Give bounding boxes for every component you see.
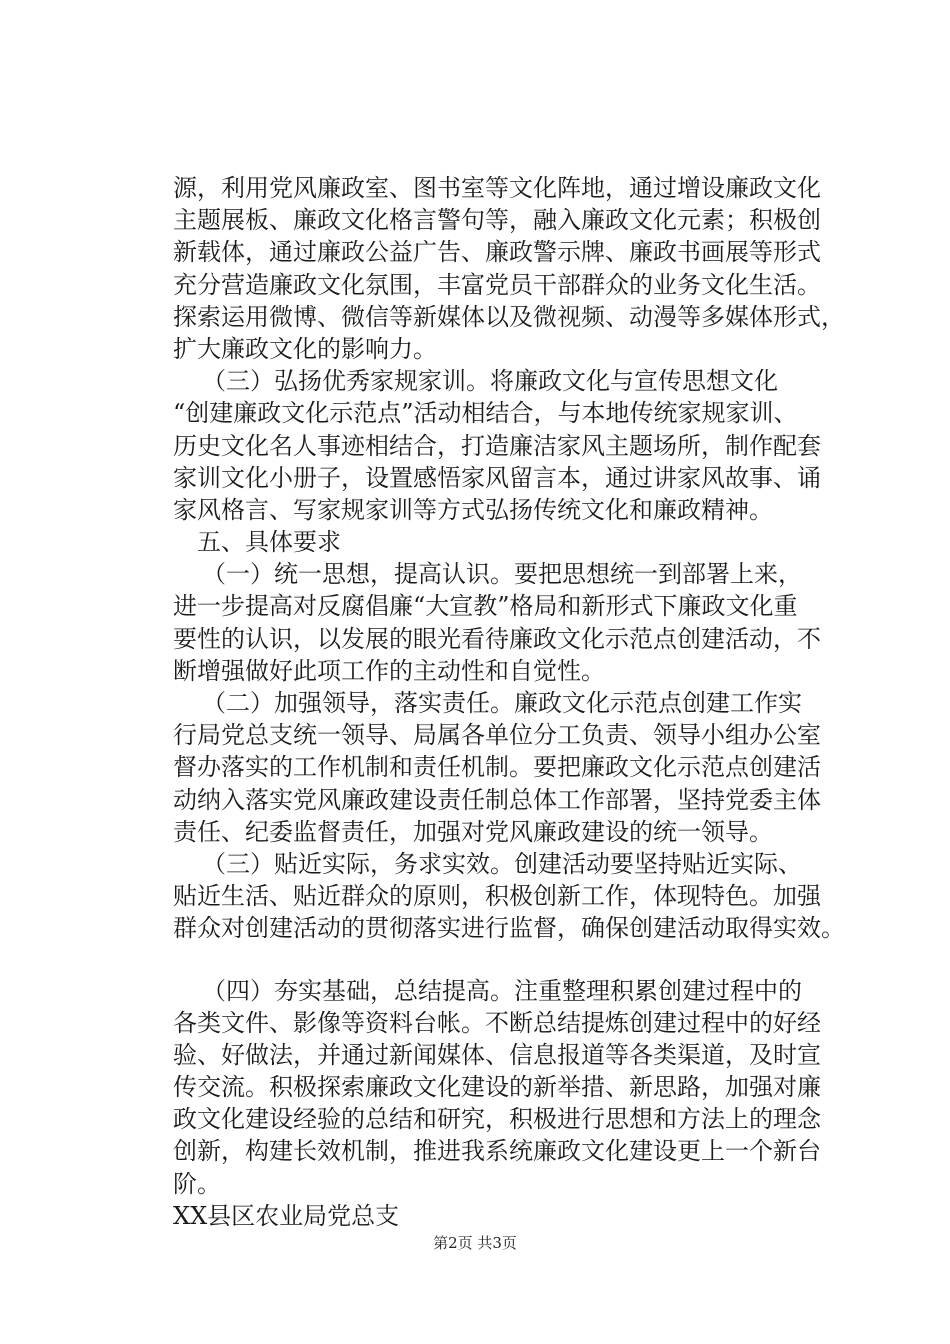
- section-heading: 五、具体要求: [197, 528, 341, 557]
- document-body: [173, 172, 853, 1232]
- text-line: 行局党总支统一领导、局属各单位分工负责、领导小组办公室: [173, 721, 821, 750]
- text-line: 新载体，通过廉政公益广告、廉政警示牌、廉政书画展等形式: [173, 238, 821, 267]
- text-line: “创建廉政文化示范点”活动相结合，与本地传统家规家训、: [173, 399, 798, 428]
- text-line: 政文化建设经验的总结和研究，积极进行思想和方法上的理念: [173, 1105, 821, 1134]
- text-line: 验、好做法，并通过新闻媒体、信息报道等各类渠道，及时宣: [173, 1040, 821, 1069]
- text-line: 主题展板、廉政文化格言警句等，融入廉政文化元素；积极创: [173, 206, 821, 235]
- text-line: 要性的认识，以发展的眼光看待廉政文化示范点创建活动，不: [173, 624, 821, 653]
- text-line: 家风格言、写家规家训等方式弘扬传统文化和廉政精神。: [173, 495, 773, 524]
- text-line: 阶。: [173, 1169, 221, 1198]
- text-line: 责任、纪委监督责任，加强对党风廉政建设的统一领导。: [173, 817, 773, 846]
- text-line: 创新，构建长效机制，推进我系统廉政文化建设更上一个新台: [173, 1137, 821, 1166]
- text-line: 家训文化小册子，设置感悟家风留言本，通过讲家风故事、诵: [173, 463, 821, 492]
- paragraph-start: （四）夯实基础，总结提高。注重整理积累创建过程中的: [202, 976, 802, 1005]
- signature-line: XX县区农业局党总支: [173, 1201, 400, 1230]
- text-line: 扩大廉政文化的影响力。: [173, 334, 437, 363]
- text-line: 各类文件、影像等资料台帐。不断总结提炼创建过程中的好经: [173, 1008, 821, 1037]
- paragraph-start: （一）统一思想，提高认识。要把思想统一到部署上来，: [202, 560, 802, 589]
- text-line: 督办落实的工作机制和责任机制。要把廉政文化示范点创建活: [173, 753, 821, 782]
- text-line: 传交流。积极探索廉政文化建设的新举措、新思路，加强对廉: [173, 1073, 821, 1102]
- text-line: 探索运用微博、微信等新媒体以及微视频、动漫等多媒体形式，: [173, 302, 845, 331]
- text-line: 充分营造廉政文化氛围，丰富党员干部群众的业务文化生活。: [173, 270, 821, 299]
- text-line: 动纳入落实党风廉政建设责任制总体工作部署，坚持党委主体: [173, 785, 821, 814]
- text-line: 贴近生活、贴近群众的原则，积极创新工作，体现特色。加强: [173, 882, 821, 911]
- text-line: 历史文化名人事迹相结合，打造廉洁家风主题场所，制作配套: [173, 431, 821, 460]
- text-line: 进一步提高对反腐倡廉“大宣教”格局和新形式下廉政文化重: [173, 592, 798, 621]
- text-line: 源，利用党风廉政室、图书室等文化阵地，通过增设廉政文化: [173, 174, 821, 202]
- paragraph-start: （三）贴近实际，务求实效。创建活动要坚持贴近实际、: [202, 849, 802, 878]
- page-footer: 第2页 共3页: [433, 1234, 517, 1252]
- text-line: 断增强做好此项工作的主动性和自觉性。: [173, 656, 605, 685]
- text-line: 群众对创建活动的贯彻落实进行监督，确保创建活动取得实效。: [173, 914, 845, 943]
- paragraph-start: （二）加强领导，落实责任。廉政文化示范点创建工作实: [202, 689, 802, 717]
- paragraph-start: （三）弘扬优秀家规家训。将廉政文化与宣传思想文化: [202, 367, 778, 396]
